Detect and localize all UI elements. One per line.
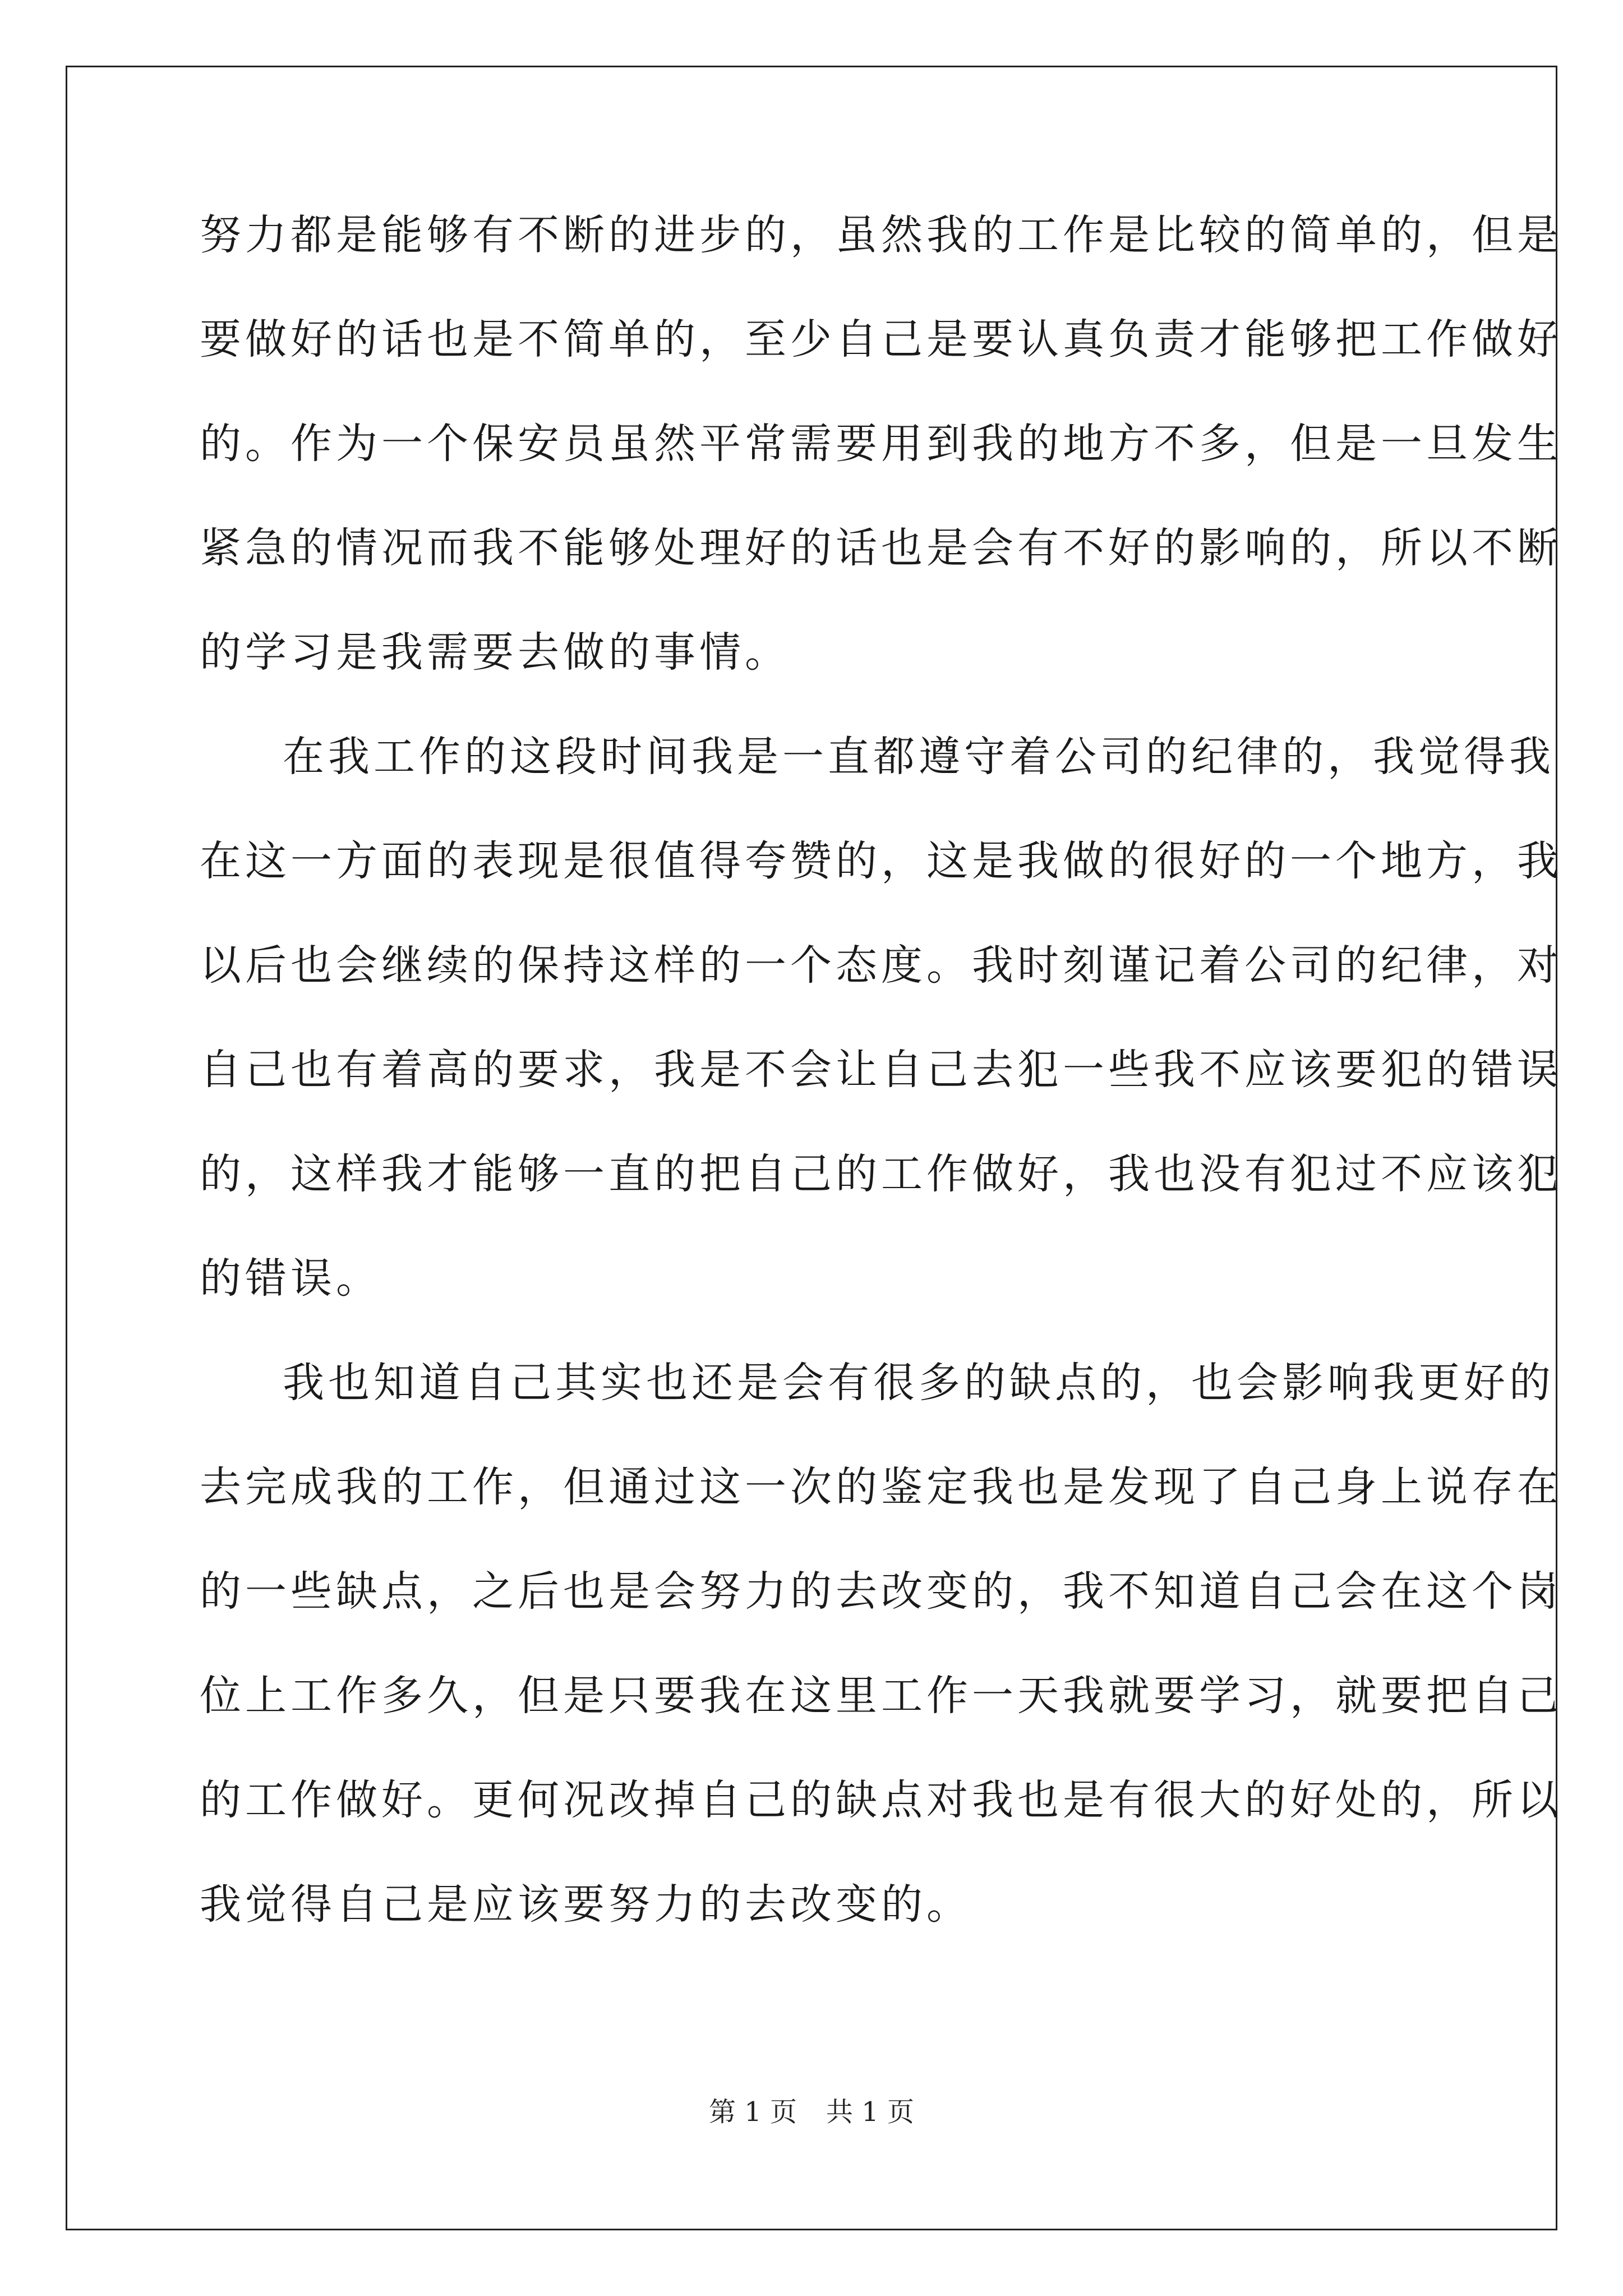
body-line: 的，这样我才能够一直的把自己的工作做好，我也没有犯过不应该犯: [200, 1150, 1562, 1198]
body-line: 努力都是能够有不断的进步的，虽然我的工作是比较的简单的，但是: [200, 211, 1562, 259]
page-number-total: 共 1 页: [826, 2096, 915, 2128]
paragraph-start-line: 在我工作的这段时间我是一直都遵守着公司的纪律的，我觉得我: [283, 733, 1555, 781]
body-line: 要做好的话也是不简单的，至少自己是要认真负责才能够把工作做好: [200, 315, 1562, 364]
body-line: 紧急的情况而我不能够处理好的话也是会有不好的影响的，所以不断: [200, 524, 1562, 572]
body-line: 自己也有着高的要求，我是不会让自己去犯一些我不应该要犯的错误: [200, 1046, 1562, 1094]
body-line: 的工作做好。更何况改掉自己的缺点对我也是有很大的好处的，所以: [200, 1776, 1562, 1824]
body-line: 以后也会继续的保持这样的一个态度。我时刻谨记着公司的纪律，对: [200, 941, 1562, 990]
page-number-current: 第 1 页: [708, 2096, 797, 2128]
page-footer: [0, 2095, 1623, 2129]
body-line: 去完成我的工作，但通过这一次的鉴定我也是发现了自己身上说存在: [200, 1463, 1562, 1511]
body-line: 的。作为一个保安员虽然平常需要用到我的地方不多，但是一旦发生: [200, 420, 1562, 468]
body-line: 的一些缺点，之后也是会努力的去改变的，我不知道自己会在这个岗: [200, 1567, 1562, 1616]
paragraph-start-line: 我也知道自己其实也还是会有很多的缺点的，也会影响我更好的: [283, 1359, 1555, 1407]
body-line: 我觉得自己是应该要努力的去改变的。: [200, 1880, 972, 1929]
body-line: 的学习是我需要去做的事情。: [200, 628, 790, 677]
body-line: 的错误。: [200, 1254, 381, 1303]
body-line: 在这一方面的表现是很值得夸赞的，这是我做的很好的一个地方，我: [200, 837, 1562, 885]
body-line: 位上工作多久，但是只要我在这里工作一天我就要学习，就要把自己: [200, 1672, 1562, 1720]
